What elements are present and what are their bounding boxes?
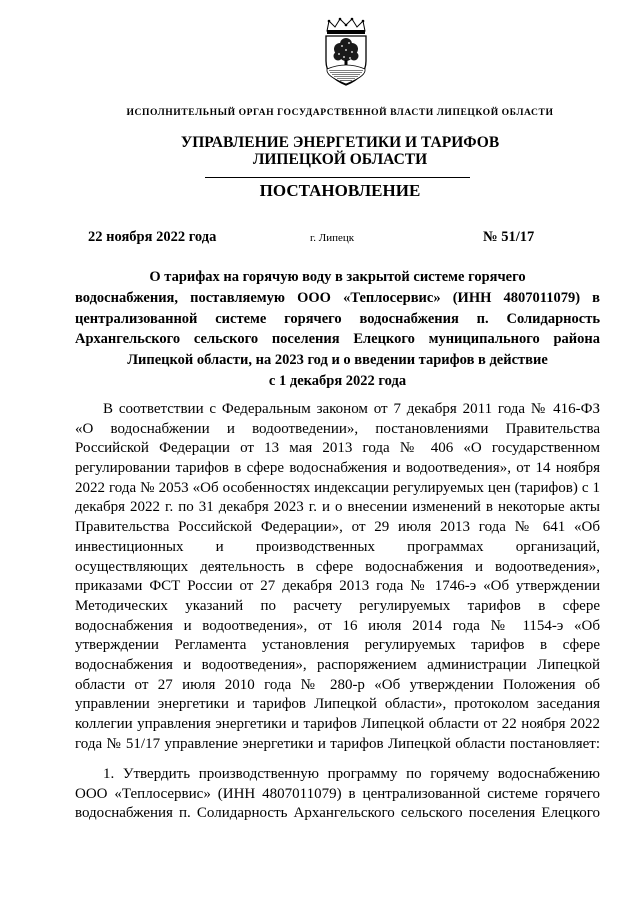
text-line: осуществляющих деятельность в сфере водоснабжения и водоотведения», [75,558,600,575]
title-line: О тарифах на горячую воду в закрытой системе горячего [149,269,526,285]
text-line: регулировании тарифов в сфере водоснабжения и водоотведения», от 14 ноября [75,460,600,477]
text-line: В соответствии с Федеральным законом от 7 декабря 2011 года № 416-ФЗ [103,401,600,417]
document-city: г. Липецк [310,232,355,244]
department-name-line-1: УПРАВЛЕНИЕ ЭНЕРГЕТИКИ И ТАРИФОВ [180,134,500,151]
text-line: «О водоснабжении и водоотведении», постановлениями Правительства [75,420,600,437]
text-line: ООО «Теплосервис» (ИНН 4807011079) в централизованной системе горячего [75,785,600,802]
department-name-line-2: ЛИПЕЦКОЙ ОБЛАСТИ [252,151,428,168]
text-line: водоснабжения п. Солидарность Архангельского сельского поселения Елецкого [75,805,600,822]
text-line: коллегии управления энергетики и тарифов Липецкой области от 22 ноября 2022 [75,716,600,732]
hill [327,65,365,84]
text-line: Правительства Российской Федерации», от 29 июля 2013 года № 641 «Об [75,519,600,536]
title-line: водоснабжения, поставляемую ООО «Теплосервис» (ИНН 4807011079) в [75,289,600,306]
document-date: 22 ноября 2022 года [88,229,217,245]
text-line: водоснабжения и водоотведения», распоряжением администрации Липецкой [75,656,600,673]
header-divider [205,177,470,178]
text-line: управлении энергетики и тарифов Липецкой области», протоколом заседания [75,696,600,713]
title-line: централизованной системе горячего водоснабжения п. Солидарность [75,310,600,327]
item-1-paragraph [75,765,600,824]
text-line: утверждении Регламента установления регулируемых тарифов в сфере [75,637,600,654]
text-line: водоснабжения и водоотведения», от 16 июля 2014 года № 1154-э «Об [75,617,600,634]
text-line: 1. Утвердить производственную программу по горячему водоснабжению [103,766,600,782]
authority-name: ИСПОЛНИТЕЛЬНЫЙ ОРГАН ГОСУДАРСТВЕННОЙ ВЛАСТИ ЛИПЕЦКОЙ ОБЛАСТИ [126,107,554,118]
title-line: Архангельского сельского поселения Елецкого муниципального района [75,331,600,348]
document-type: ПОСТАНОВЛЕНИЕ [259,181,421,200]
preamble-paragraph [75,400,600,754]
text-line: 2022 года № 2053 «Об особенностях индексации регулируемых цен (тарифов) с 1 [75,479,600,496]
text-line: приказами ФСТ России от 27 декабря 2013 года № 1746-э «Об утверждении [75,578,600,595]
text-line: Российской Федерации от 13 мая 2013 года № 406 «О государственном [75,440,600,457]
text-line: инвестиционных и производственных программах организаций, [75,538,600,555]
document-number: № 51/17 [483,229,535,245]
title-line: с 1 декабря 2022 года [268,372,407,389]
text-line: года № 51/17 управление энергетики и тарифов Липецкой области постановляет: [75,735,600,752]
text-line: декабря 2022 г. по 31 декабря 2023 г. и о внесении изменений в некоторые акты [75,499,600,516]
crown [327,18,365,34]
document-title [75,267,600,392]
title-line: Липецкой области, на 2023 год и о введении тарифов в действие [127,352,548,369]
text-line: Методических указаний по расчету регулируемых тарифов в сфере [75,597,600,614]
coat-of-arms-icon [318,17,374,87]
text-line: области от 27 июля 2010 года № 280-р «Об утверждении Положения об [75,676,600,693]
